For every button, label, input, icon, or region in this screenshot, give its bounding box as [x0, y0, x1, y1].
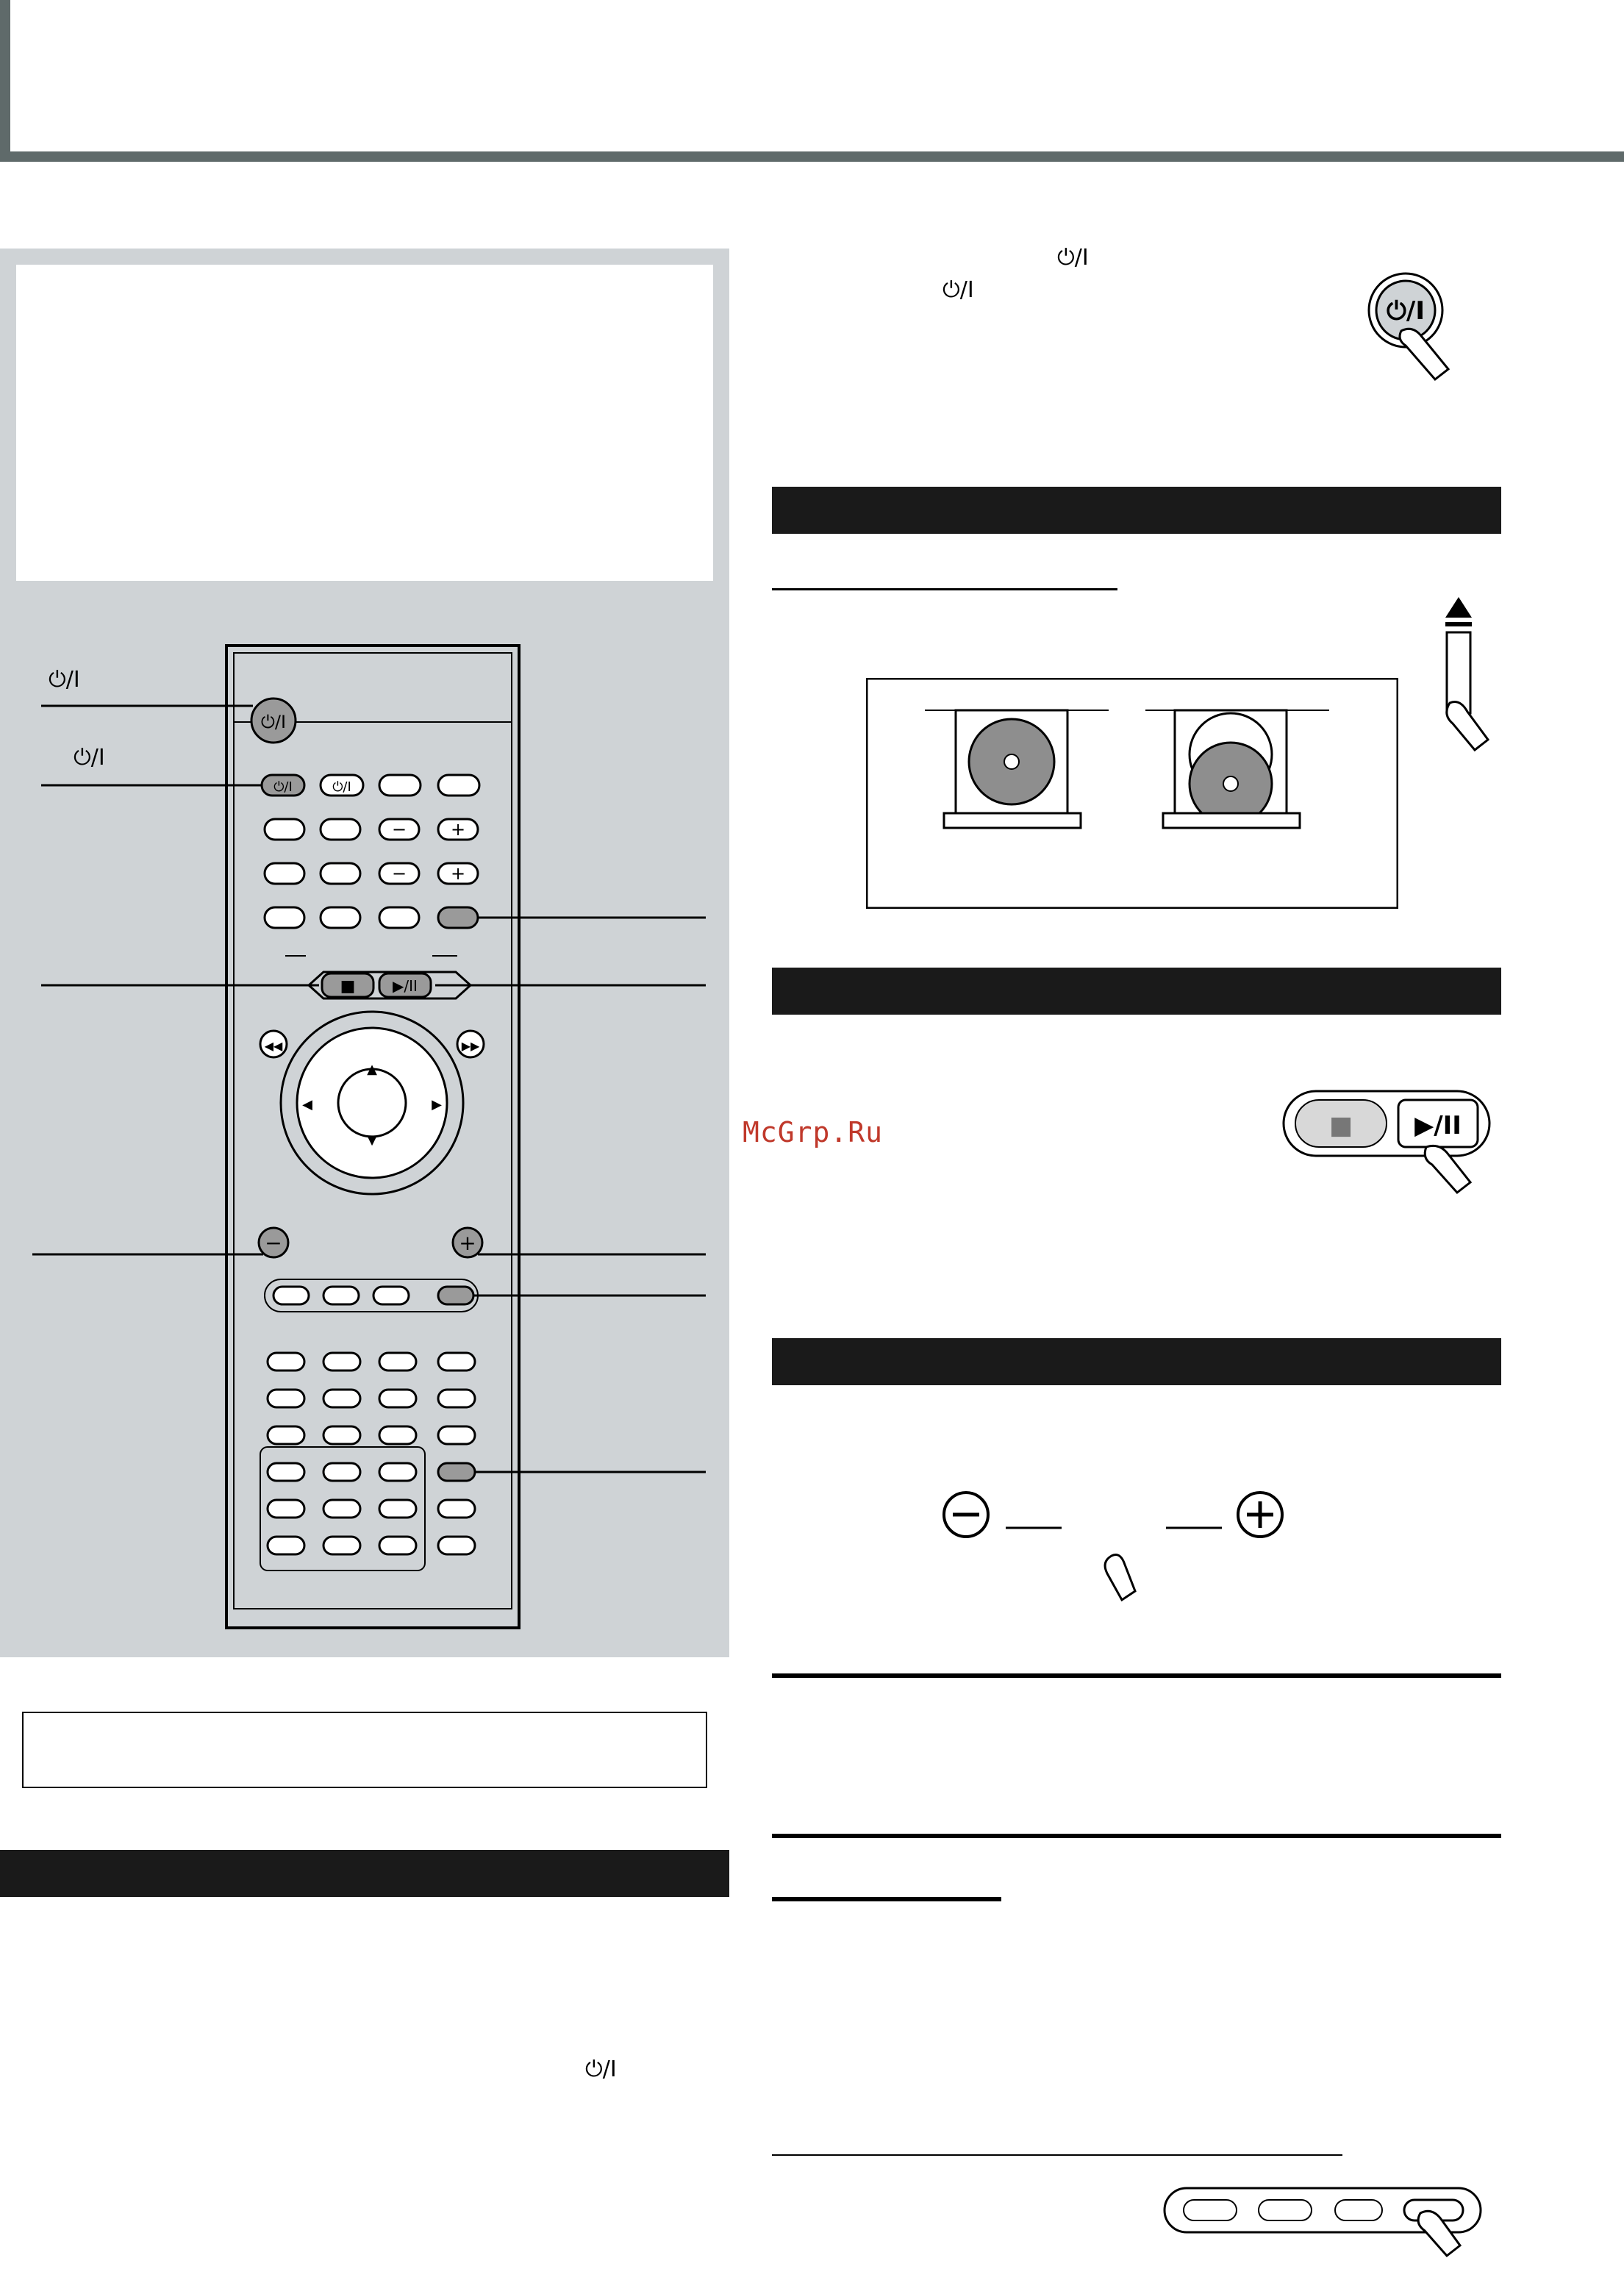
remote-minus-label-1: −: [391, 819, 407, 840]
remote-button-r2c2: [321, 819, 360, 840]
note-box: [22, 1712, 707, 1788]
stop-icon: ■: [1328, 1111, 1353, 1140]
remote-small-power-label-2: ⏻/I: [332, 779, 351, 795]
eject-button-illustration: [1434, 593, 1500, 754]
finger-icon: [1105, 1555, 1135, 1601]
callout-power-main-label: ⏻/I: [49, 667, 80, 693]
power-button-illustration: [1360, 269, 1463, 387]
disc-tray-illustration: [866, 678, 1398, 909]
thin-rule: [772, 2154, 1342, 2156]
remote-button-r4c2: [321, 907, 360, 928]
heading-underline: [772, 1897, 1001, 1901]
intro-power-symbol-1: ⏻/I: [1057, 245, 1089, 271]
svg-text:+: +: [459, 1231, 476, 1255]
svg-text:−: −: [265, 1231, 282, 1255]
right-section-bar-2: [772, 968, 1501, 1015]
color-key-3: [1335, 2200, 1382, 2220]
svg-text:◀◀: ◀◀: [264, 1039, 283, 1053]
remote-small-power-label-1: ⏻/I: [273, 779, 293, 795]
remote-button-r3c2: [321, 863, 360, 884]
remote-button-r4c1: [265, 907, 304, 928]
svg-text:▼: ▼: [367, 1132, 377, 1148]
remote-color-key-highlight: [438, 1287, 473, 1304]
remote-power-label: ⏻/I: [260, 712, 287, 732]
left-bottom-power-symbol: ⏻/I: [585, 2057, 617, 2082]
remote-button-r1c4: [438, 775, 479, 796]
remote-grid-highlight: [438, 1463, 475, 1481]
callout-power-small-label: ⏻/I: [74, 745, 105, 771]
play-stop-illustration: [1281, 1087, 1494, 1196]
remote-play-pause-label: ▶/II: [393, 977, 418, 995]
underline-rule-1: [772, 588, 1117, 590]
left-section-bar: [0, 1850, 729, 1897]
color-keys-illustration: [1162, 2184, 1485, 2269]
remote-stop-label: ■: [340, 977, 356, 996]
right-section-bar-1: [772, 487, 1501, 534]
intro-text-box: [16, 265, 713, 581]
remote-dpad-center: [338, 1069, 406, 1137]
section-rule-2: [772, 1834, 1501, 1838]
svg-text:◀: ◀: [302, 1097, 312, 1112]
remote-control-drawing: [0, 632, 729, 1632]
remote-button-r2c1: [265, 819, 304, 840]
intro-power-symbol-2: ⏻/I: [942, 277, 974, 303]
watermark: McGrp.Ru: [743, 1116, 884, 1148]
eject-icon: [1445, 597, 1472, 618]
svg-text:▲: ▲: [367, 1062, 377, 1077]
remote-button-r1c3: [379, 775, 421, 796]
remote-button-r4c3: [379, 907, 419, 928]
svg-text:▶▶: ▶▶: [461, 1039, 480, 1053]
play-pause-icon: ▶/II: [1414, 1111, 1462, 1140]
color-key-2: [1259, 2200, 1312, 2220]
minus-plus-illustration: [935, 1485, 1303, 1618]
color-key-1: [1184, 2200, 1237, 2220]
illustration-power-label: ⏻/I: [1387, 296, 1425, 326]
page-header-bar: [0, 0, 1624, 162]
remote-button-r4c4-highlight: [438, 907, 478, 928]
right-section-bar-3: [772, 1338, 1501, 1385]
section-rule-1: [772, 1673, 1501, 1678]
remote-plus-label-1: +: [450, 819, 466, 840]
svg-text:▶: ▶: [432, 1097, 442, 1112]
remote-minus-label-2: −: [391, 863, 407, 884]
remote-button-r3c1: [265, 863, 304, 884]
remote-plus-label-2: +: [450, 863, 466, 884]
